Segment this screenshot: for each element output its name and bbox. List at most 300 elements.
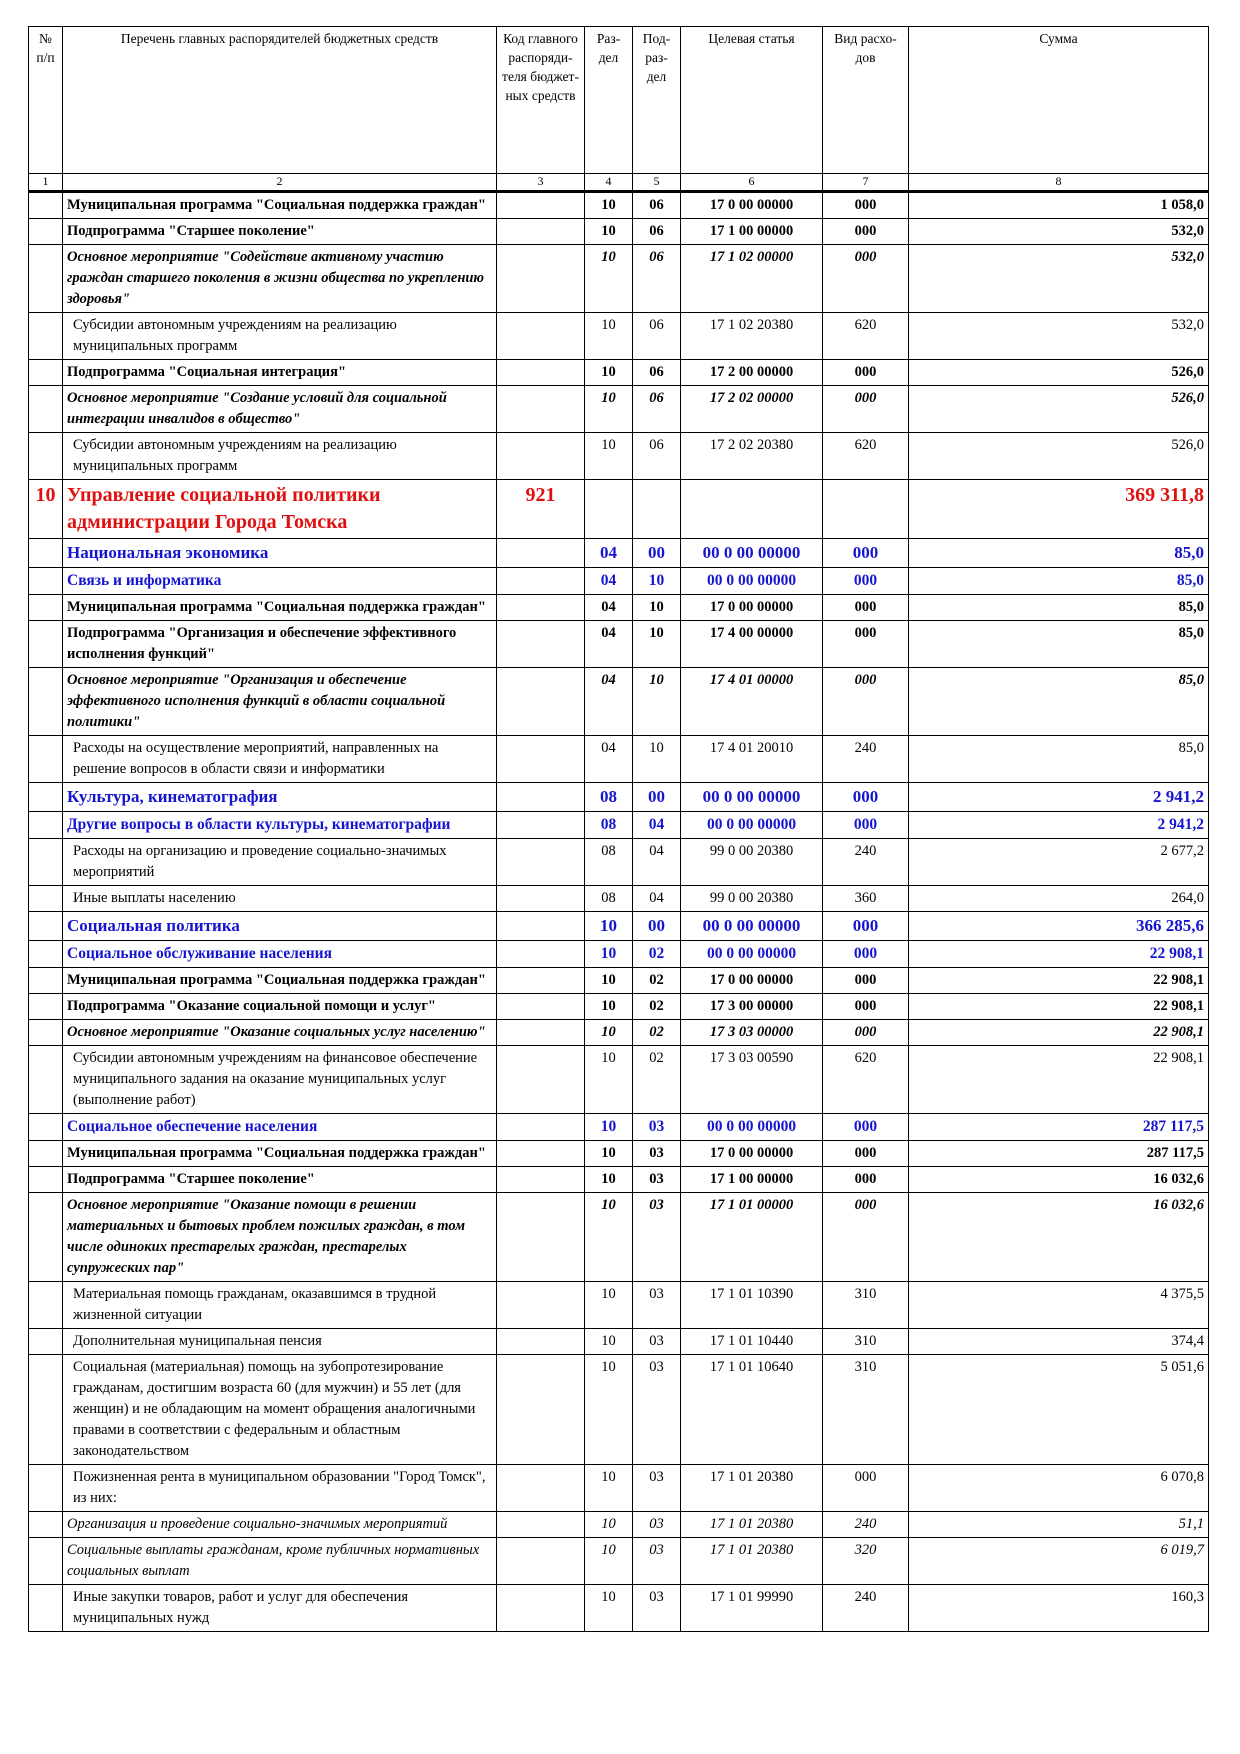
row-number xyxy=(29,568,63,595)
row-section: 10 xyxy=(585,968,633,994)
row-section: 10 xyxy=(585,433,633,480)
column-number-row xyxy=(29,174,1209,192)
row-name: Основное мероприятие "Организация и обеспечение эффективного исполнения функций в области социальной политики" xyxy=(63,668,497,736)
table-row xyxy=(29,1020,1209,1046)
column-number: 1 xyxy=(29,174,63,192)
budget-sheet xyxy=(28,26,1208,1632)
table-row xyxy=(29,886,1209,912)
row-name: Иные выплаты населению xyxy=(63,886,497,912)
row-name: Подпрограмма "Оказание социальной помощи и услуг" xyxy=(63,994,497,1020)
row-target: 17 4 00 00000 xyxy=(681,621,823,668)
row-code xyxy=(497,1355,585,1465)
row-subsection: 06 xyxy=(633,360,681,386)
row-amount: 2 677,2 xyxy=(909,839,1209,886)
column-number: 2 xyxy=(63,174,497,192)
row-code xyxy=(497,1512,585,1538)
row-amount: 532,0 xyxy=(909,313,1209,360)
row-subsection: 04 xyxy=(633,886,681,912)
row-section: 10 xyxy=(585,1020,633,1046)
column-number: 3 xyxy=(497,174,585,192)
row-target: 17 1 02 20380 xyxy=(681,313,823,360)
row-section: 10 xyxy=(585,1046,633,1114)
table-row xyxy=(29,941,1209,968)
row-code xyxy=(497,386,585,433)
row-name: Социальные выплаты гражданам, кроме публичных нормативных социальных выплат xyxy=(63,1538,497,1585)
row-amount: 526,0 xyxy=(909,360,1209,386)
row-subsection: 02 xyxy=(633,941,681,968)
row-number xyxy=(29,886,63,912)
row-amount: 85,0 xyxy=(909,621,1209,668)
row-amount: 369 311,8 xyxy=(909,480,1209,539)
row-code: 921 xyxy=(497,480,585,539)
table-row xyxy=(29,1193,1209,1282)
row-number xyxy=(29,968,63,994)
row-expense-type: 310 xyxy=(823,1329,909,1355)
row-expense-type: 000 xyxy=(823,912,909,941)
column-number: 7 xyxy=(823,174,909,192)
row-code xyxy=(497,219,585,245)
row-subsection: 03 xyxy=(633,1282,681,1329)
column-number: 5 xyxy=(633,174,681,192)
row-number xyxy=(29,595,63,621)
row-code xyxy=(497,994,585,1020)
row-expense-type: 000 xyxy=(823,595,909,621)
row-section: 10 xyxy=(585,1193,633,1282)
table-row xyxy=(29,812,1209,839)
row-section: 10 xyxy=(585,1355,633,1465)
row-amount: 374,4 xyxy=(909,1329,1209,1355)
row-code xyxy=(497,968,585,994)
row-amount: 85,0 xyxy=(909,595,1209,621)
row-target: 17 1 01 20380 xyxy=(681,1538,823,1585)
row-number xyxy=(29,1141,63,1167)
row-name: Материальная помощь гражданам, оказавшимся в трудной жизненной ситуации xyxy=(63,1282,497,1329)
row-target: 17 0 00 00000 xyxy=(681,595,823,621)
row-number xyxy=(29,994,63,1020)
row-section: 10 xyxy=(585,1329,633,1355)
row-expense-type: 240 xyxy=(823,1512,909,1538)
row-expense-type: 000 xyxy=(823,941,909,968)
row-section: 10 xyxy=(585,912,633,941)
row-number xyxy=(29,736,63,783)
row-subsection: 03 xyxy=(633,1114,681,1141)
row-number xyxy=(29,219,63,245)
row-subsection: 03 xyxy=(633,1585,681,1632)
table-row xyxy=(29,1046,1209,1114)
table-row xyxy=(29,1355,1209,1465)
row-amount: 287 117,5 xyxy=(909,1141,1209,1167)
row-amount: 22 908,1 xyxy=(909,941,1209,968)
row-section: 10 xyxy=(585,1465,633,1512)
row-subsection: 03 xyxy=(633,1141,681,1167)
row-name: Муниципальная программа "Социальная поддержка граждан" xyxy=(63,968,497,994)
table-row xyxy=(29,994,1209,1020)
header-amount: Сумма xyxy=(909,27,1209,174)
row-target: 17 3 03 00000 xyxy=(681,1020,823,1046)
row-code xyxy=(497,568,585,595)
table-row xyxy=(29,219,1209,245)
row-name: Социальное обеспечение населения xyxy=(63,1114,497,1141)
row-amount: 51,1 xyxy=(909,1512,1209,1538)
row-expense-type: 620 xyxy=(823,313,909,360)
row-subsection: 03 xyxy=(633,1329,681,1355)
row-section: 08 xyxy=(585,886,633,912)
header-subsection: Под-раз-дел xyxy=(633,27,681,174)
budget-table xyxy=(28,26,1209,1632)
row-target: 17 1 01 20380 xyxy=(681,1465,823,1512)
row-expense-type: 360 xyxy=(823,886,909,912)
row-expense-type: 000 xyxy=(823,812,909,839)
row-amount: 526,0 xyxy=(909,433,1209,480)
row-number xyxy=(29,1282,63,1329)
table-row xyxy=(29,1167,1209,1193)
row-code xyxy=(497,595,585,621)
row-number xyxy=(29,1465,63,1512)
table-row xyxy=(29,1585,1209,1632)
row-code xyxy=(497,1167,585,1193)
row-code xyxy=(497,783,585,812)
row-number xyxy=(29,812,63,839)
row-name: Муниципальная программа "Социальная поддержка граждан" xyxy=(63,1141,497,1167)
row-name: Организация и проведение социально-значимых мероприятий xyxy=(63,1512,497,1538)
row-section: 10 xyxy=(585,1585,633,1632)
row-code xyxy=(497,668,585,736)
row-amount: 287 117,5 xyxy=(909,1114,1209,1141)
row-section: 10 xyxy=(585,192,633,219)
row-section: 04 xyxy=(585,621,633,668)
row-expense-type: 000 xyxy=(823,192,909,219)
row-amount: 2 941,2 xyxy=(909,812,1209,839)
row-target: 00 0 00 00000 xyxy=(681,568,823,595)
row-amount: 532,0 xyxy=(909,219,1209,245)
row-subsection: 00 xyxy=(633,912,681,941)
row-subsection: 03 xyxy=(633,1538,681,1585)
row-number xyxy=(29,1114,63,1141)
row-section: 10 xyxy=(585,1167,633,1193)
row-name: Субсидии автономным учреждениям на реализацию муниципальных программ xyxy=(63,313,497,360)
header-num: № п/п xyxy=(29,27,63,174)
row-target: 17 1 01 20380 xyxy=(681,1512,823,1538)
row-amount: 526,0 xyxy=(909,386,1209,433)
row-name: Основное мероприятие "Содействие активному участию граждан старшего поколения в жизни общества по укреплению здоровья" xyxy=(63,245,497,313)
row-target: 17 3 00 00000 xyxy=(681,994,823,1020)
row-number xyxy=(29,621,63,668)
row-code xyxy=(497,192,585,219)
row-code xyxy=(497,1585,585,1632)
row-expense-type: 000 xyxy=(823,568,909,595)
row-code xyxy=(497,1046,585,1114)
row-expense-type: 000 xyxy=(823,668,909,736)
row-section: 04 xyxy=(585,568,633,595)
row-section: 04 xyxy=(585,539,633,568)
row-code xyxy=(497,941,585,968)
row-code xyxy=(497,621,585,668)
row-subsection: 06 xyxy=(633,313,681,360)
row-name: Национальная экономика xyxy=(63,539,497,568)
row-code xyxy=(497,812,585,839)
row-section: 08 xyxy=(585,783,633,812)
row-expense-type: 320 xyxy=(823,1538,909,1585)
table-row xyxy=(29,433,1209,480)
column-number: 8 xyxy=(909,174,1209,192)
row-code xyxy=(497,360,585,386)
row-number xyxy=(29,1329,63,1355)
row-amount: 532,0 xyxy=(909,245,1209,313)
row-target: 17 1 01 10640 xyxy=(681,1355,823,1465)
row-name: Социальное обслуживание населения xyxy=(63,941,497,968)
row-section: 04 xyxy=(585,736,633,783)
table-row xyxy=(29,313,1209,360)
table-row xyxy=(29,839,1209,886)
row-subsection: 02 xyxy=(633,1020,681,1046)
row-amount: 22 908,1 xyxy=(909,1020,1209,1046)
header-code: Код главного распоряди-теля бюджет-ных средств xyxy=(497,27,585,174)
header-target: Целевая статья xyxy=(681,27,823,174)
row-amount: 160,3 xyxy=(909,1585,1209,1632)
row-number xyxy=(29,1046,63,1114)
row-subsection: 10 xyxy=(633,621,681,668)
table-row xyxy=(29,668,1209,736)
row-name: Социальная политика xyxy=(63,912,497,941)
row-number xyxy=(29,1512,63,1538)
row-target: 17 3 03 00590 xyxy=(681,1046,823,1114)
row-number xyxy=(29,1167,63,1193)
table-row xyxy=(29,568,1209,595)
row-name: Расходы на организацию и проведение социально-значимых мероприятий xyxy=(63,839,497,886)
row-expense-type: 240 xyxy=(823,839,909,886)
row-section: 10 xyxy=(585,1114,633,1141)
table-row xyxy=(29,621,1209,668)
row-subsection: 06 xyxy=(633,245,681,313)
row-name: Иные закупки товаров, работ и услуг для обеспечения муниципальных нужд xyxy=(63,1585,497,1632)
row-subsection: 10 xyxy=(633,736,681,783)
row-amount: 2 941,2 xyxy=(909,783,1209,812)
row-target: 00 0 00 00000 xyxy=(681,812,823,839)
row-name: Связь и информатика xyxy=(63,568,497,595)
row-code xyxy=(497,1114,585,1141)
row-number xyxy=(29,1020,63,1046)
row-expense-type: 240 xyxy=(823,1585,909,1632)
row-number xyxy=(29,1355,63,1465)
row-subsection: 06 xyxy=(633,219,681,245)
row-expense-type: 000 xyxy=(823,386,909,433)
row-name: Подпрограмма "Организация и обеспечение эффективного исполнения функций" xyxy=(63,621,497,668)
row-code xyxy=(497,1465,585,1512)
table-row xyxy=(29,386,1209,433)
row-subsection: 10 xyxy=(633,595,681,621)
row-name: Другие вопросы в области культуры, кинематографии xyxy=(63,812,497,839)
row-expense-type: 310 xyxy=(823,1355,909,1465)
row-amount: 5 051,6 xyxy=(909,1355,1209,1465)
table-row xyxy=(29,360,1209,386)
row-name: Пожизненная рента в муниципальном образовании "Город Томск", из них: xyxy=(63,1465,497,1512)
row-amount: 85,0 xyxy=(909,539,1209,568)
header-name: Перечень главных распорядителей бюджетных средств xyxy=(63,27,497,174)
row-section: 10 xyxy=(585,994,633,1020)
row-amount: 6 070,8 xyxy=(909,1465,1209,1512)
row-amount: 6 019,7 xyxy=(909,1538,1209,1585)
row-number xyxy=(29,783,63,812)
row-amount: 4 375,5 xyxy=(909,1282,1209,1329)
row-target: 99 0 00 20380 xyxy=(681,886,823,912)
row-section: 10 xyxy=(585,386,633,433)
row-subsection: 02 xyxy=(633,968,681,994)
row-name: Управление социальной политики администрации Города Томска xyxy=(63,480,497,539)
table-row xyxy=(29,1465,1209,1512)
row-amount: 366 285,6 xyxy=(909,912,1209,941)
row-target: 17 0 00 00000 xyxy=(681,968,823,994)
row-amount: 16 032,6 xyxy=(909,1167,1209,1193)
row-expense-type: 000 xyxy=(823,245,909,313)
row-expense-type: 000 xyxy=(823,621,909,668)
row-target: 17 1 00 00000 xyxy=(681,219,823,245)
row-expense-type: 240 xyxy=(823,736,909,783)
row-target: 00 0 00 00000 xyxy=(681,783,823,812)
row-number xyxy=(29,313,63,360)
row-target: 00 0 00 00000 xyxy=(681,941,823,968)
row-target: 99 0 00 20380 xyxy=(681,839,823,886)
row-target: 17 4 01 20010 xyxy=(681,736,823,783)
table-row xyxy=(29,192,1209,219)
row-section: 08 xyxy=(585,839,633,886)
row-code xyxy=(497,1538,585,1585)
row-amount: 1 058,0 xyxy=(909,192,1209,219)
row-subsection: 03 xyxy=(633,1167,681,1193)
row-amount: 22 908,1 xyxy=(909,968,1209,994)
row-target: 17 1 00 00000 xyxy=(681,1167,823,1193)
row-expense-type: 620 xyxy=(823,433,909,480)
row-number xyxy=(29,912,63,941)
row-number xyxy=(29,245,63,313)
row-number xyxy=(29,668,63,736)
row-number xyxy=(29,386,63,433)
row-name: Подпрограмма "Старшее поколение" xyxy=(63,219,497,245)
row-number xyxy=(29,1538,63,1585)
row-expense-type: 000 xyxy=(823,1114,909,1141)
row-section: 10 xyxy=(585,941,633,968)
table-row xyxy=(29,968,1209,994)
row-amount: 85,0 xyxy=(909,568,1209,595)
row-code xyxy=(497,736,585,783)
row-code xyxy=(497,245,585,313)
row-code xyxy=(497,313,585,360)
row-number: 10 xyxy=(29,480,63,539)
row-name: Основное мероприятие "Создание условий для социальной интеграции инвалидов в общество" xyxy=(63,386,497,433)
row-section: 10 xyxy=(585,313,633,360)
table-row xyxy=(29,480,1209,539)
row-target: 17 0 00 00000 xyxy=(681,192,823,219)
row-target: 17 1 01 10440 xyxy=(681,1329,823,1355)
header-expense-type: Вид расхо-дов xyxy=(823,27,909,174)
row-target: 17 1 01 99990 xyxy=(681,1585,823,1632)
table-row xyxy=(29,1141,1209,1167)
row-amount: 22 908,1 xyxy=(909,1046,1209,1114)
row-number xyxy=(29,1193,63,1282)
header-row xyxy=(29,27,1209,174)
row-number xyxy=(29,941,63,968)
row-expense-type: 000 xyxy=(823,1020,909,1046)
row-target: 17 1 02 00000 xyxy=(681,245,823,313)
row-number xyxy=(29,539,63,568)
row-subsection: 00 xyxy=(633,783,681,812)
row-section: 10 xyxy=(585,1282,633,1329)
row-section: 10 xyxy=(585,1512,633,1538)
row-code xyxy=(497,1193,585,1282)
row-expense-type: 000 xyxy=(823,1465,909,1512)
row-target: 17 1 01 10390 xyxy=(681,1282,823,1329)
row-subsection: 10 xyxy=(633,568,681,595)
row-subsection: 03 xyxy=(633,1465,681,1512)
row-amount: 16 032,6 xyxy=(909,1193,1209,1282)
row-name: Муниципальная программа "Социальная поддержка граждан" xyxy=(63,595,497,621)
row-subsection: 03 xyxy=(633,1355,681,1465)
row-code xyxy=(497,1141,585,1167)
row-name: Субсидии автономным учреждениям на реализацию муниципальных программ xyxy=(63,433,497,480)
row-expense-type: 000 xyxy=(823,360,909,386)
row-subsection: 03 xyxy=(633,1512,681,1538)
row-target: 00 0 00 00000 xyxy=(681,1114,823,1141)
row-expense-type: 000 xyxy=(823,1193,909,1282)
row-expense-type xyxy=(823,480,909,539)
column-number: 6 xyxy=(681,174,823,192)
row-subsection: 02 xyxy=(633,1046,681,1114)
row-name: Основное мероприятие "Оказание помощи в решении материальных и бытовых проблем пожилых граждан, в том числе одиноких престарелых граждан, престарелых супружеских пар" xyxy=(63,1193,497,1282)
row-name: Муниципальная программа "Социальная поддержка граждан" xyxy=(63,192,497,219)
row-target: 17 2 02 20380 xyxy=(681,433,823,480)
row-subsection: 02 xyxy=(633,994,681,1020)
row-section: 10 xyxy=(585,245,633,313)
table-row xyxy=(29,1538,1209,1585)
row-target: 00 0 00 00000 xyxy=(681,539,823,568)
header-section: Раз-дел xyxy=(585,27,633,174)
row-section: 04 xyxy=(585,668,633,736)
table-row xyxy=(29,912,1209,941)
row-section xyxy=(585,480,633,539)
row-name: Социальная (материальная) помощь на зубопротезирование гражданам, достигшим возраста 60 (для мужчин) и 55 лет (для женщин) и не обладающим на момент обращения аналогичными правами в соответствии с федеральным и областным законодательством xyxy=(63,1355,497,1465)
row-name: Культура, кинематография xyxy=(63,783,497,812)
row-target: 00 0 00 00000 xyxy=(681,912,823,941)
table-row xyxy=(29,1282,1209,1329)
row-code xyxy=(497,1282,585,1329)
row-code xyxy=(497,1329,585,1355)
row-amount: 22 908,1 xyxy=(909,994,1209,1020)
column-number: 4 xyxy=(585,174,633,192)
row-subsection: 03 xyxy=(633,1193,681,1282)
row-name: Расходы на осуществление мероприятий, направленных на решение вопросов в области связи и информатики xyxy=(63,736,497,783)
row-expense-type: 310 xyxy=(823,1282,909,1329)
row-code xyxy=(497,912,585,941)
row-section: 10 xyxy=(585,219,633,245)
row-expense-type: 000 xyxy=(823,219,909,245)
table-row xyxy=(29,1329,1209,1355)
row-number xyxy=(29,360,63,386)
row-expense-type: 000 xyxy=(823,1167,909,1193)
row-amount: 85,0 xyxy=(909,736,1209,783)
row-name: Дополнительная муниципальная пенсия xyxy=(63,1329,497,1355)
row-subsection: 10 xyxy=(633,668,681,736)
row-subsection: 06 xyxy=(633,433,681,480)
row-number xyxy=(29,839,63,886)
table-row xyxy=(29,1114,1209,1141)
row-code xyxy=(497,1020,585,1046)
row-section: 10 xyxy=(585,1538,633,1585)
table-row xyxy=(29,783,1209,812)
row-expense-type: 000 xyxy=(823,783,909,812)
row-target: 17 2 02 00000 xyxy=(681,386,823,433)
row-expense-type: 000 xyxy=(823,539,909,568)
row-section: 04 xyxy=(585,595,633,621)
row-target: 17 1 01 00000 xyxy=(681,1193,823,1282)
